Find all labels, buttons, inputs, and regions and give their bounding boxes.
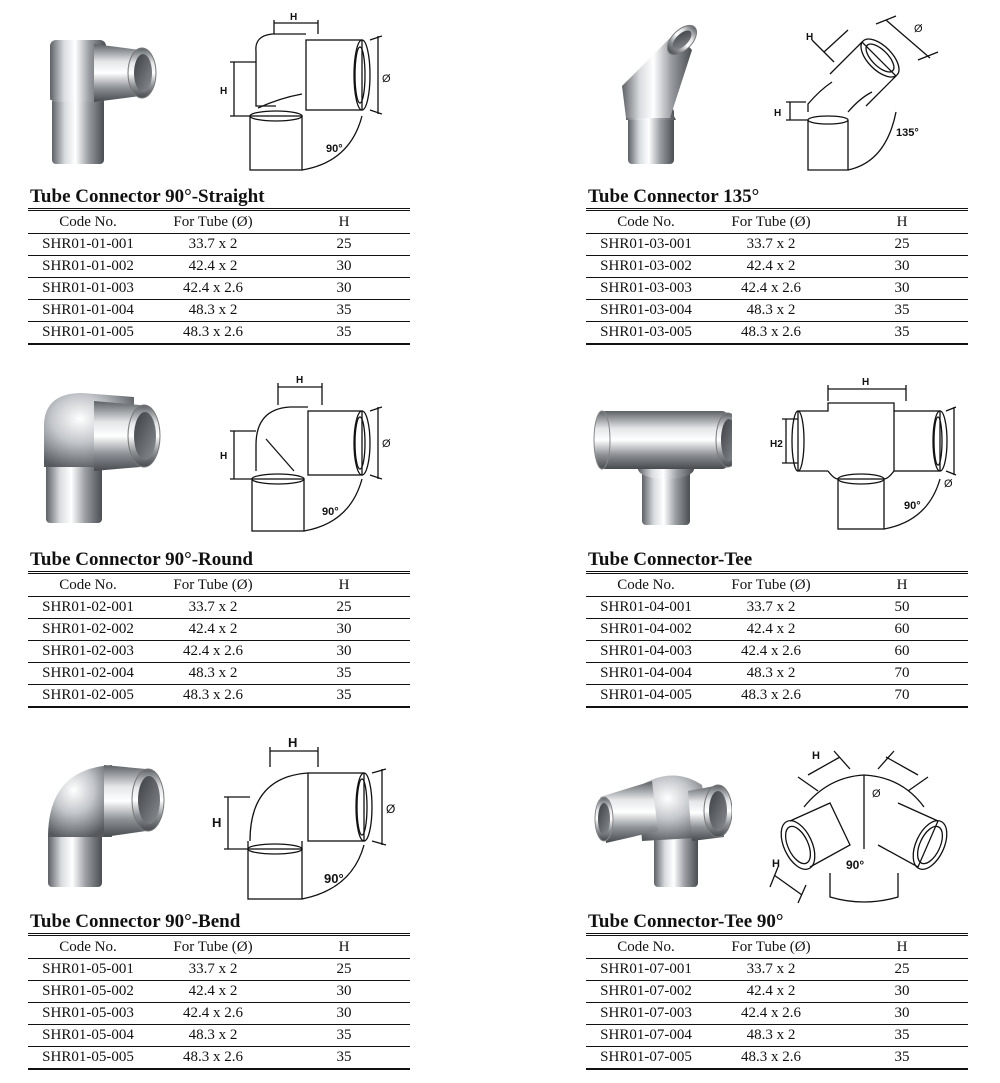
cell-tube: 42.4 x 2 xyxy=(706,981,836,1003)
product-panel-tee xyxy=(586,371,968,708)
column-header-h: H xyxy=(278,573,410,597)
spec-table xyxy=(586,571,968,708)
cell-h: 30 xyxy=(836,1003,968,1025)
table-row xyxy=(586,234,968,256)
cell-code: SHR01-03-004 xyxy=(586,300,706,322)
table-row xyxy=(586,256,968,278)
cell-code: SHR01-01-002 xyxy=(28,256,148,278)
cell-h: 35 xyxy=(278,685,410,708)
table-row xyxy=(28,685,410,708)
technical-drawing-tee-90 xyxy=(768,737,958,907)
dimension-label-h-top: H xyxy=(806,32,814,43)
cell-h: 35 xyxy=(836,1025,968,1047)
table-row xyxy=(586,641,968,663)
cell-tube: 42.4 x 2 xyxy=(148,981,278,1003)
product-panel-135 xyxy=(586,8,968,345)
table-row xyxy=(586,959,968,981)
cell-tube: 42.4 x 2 xyxy=(148,256,278,278)
cell-code: SHR01-02-003 xyxy=(28,641,148,663)
cell-code: SHR01-03-001 xyxy=(586,234,706,256)
table-row xyxy=(586,300,968,322)
cell-tube: 33.7 x 2 xyxy=(706,597,836,619)
cell-h: 30 xyxy=(836,981,968,1003)
cell-code: SHR01-03-005 xyxy=(586,322,706,345)
product-photo-tee xyxy=(592,383,732,533)
cell-code: SHR01-03-003 xyxy=(586,278,706,300)
dimension-label-angle: 90° xyxy=(322,506,339,518)
dimension-label-diameter: Ø xyxy=(872,788,881,800)
table-row xyxy=(586,322,968,345)
spec-table xyxy=(28,571,410,708)
product-panel-90-bend xyxy=(28,733,410,1070)
cell-tube: 42.4 x 2 xyxy=(706,256,836,278)
cell-h: 60 xyxy=(836,641,968,663)
table-row xyxy=(28,278,410,300)
table-row xyxy=(28,234,410,256)
column-header-h: H xyxy=(836,210,968,234)
cell-h: 35 xyxy=(278,300,410,322)
cell-tube: 42.4 x 2.6 xyxy=(706,278,836,300)
column-header-tube: For Tube (Ø) xyxy=(706,935,836,959)
cell-code: SHR01-07-002 xyxy=(586,981,706,1003)
cell-tube: 33.7 x 2 xyxy=(148,959,278,981)
cell-tube: 48.3 x 2.6 xyxy=(148,1047,278,1070)
cell-h: 30 xyxy=(836,256,968,278)
cell-h: 25 xyxy=(278,597,410,619)
cell-code: SHR01-04-005 xyxy=(586,685,706,708)
table-row xyxy=(586,981,968,1003)
product-title: Tube Connector 135° xyxy=(588,186,760,207)
column-header-tube: For Tube (Ø) xyxy=(148,935,278,959)
cell-code: SHR01-05-003 xyxy=(28,1003,148,1025)
technical-drawing-90-bend xyxy=(210,737,400,907)
table-row xyxy=(28,1047,410,1070)
spec-table xyxy=(586,933,968,1070)
column-header-tube: For Tube (Ø) xyxy=(148,573,278,597)
cell-code: SHR01-04-001 xyxy=(586,597,706,619)
column-header-code: Code No. xyxy=(586,935,706,959)
cell-tube: 33.7 x 2 xyxy=(706,234,836,256)
dimension-label-h-side: H xyxy=(772,858,780,870)
cell-h: 50 xyxy=(836,597,968,619)
product-panel-90-round xyxy=(28,371,410,708)
cell-tube: 42.4 x 2.6 xyxy=(706,641,836,663)
table-row xyxy=(586,597,968,619)
column-header-h: H xyxy=(278,935,410,959)
table-row xyxy=(586,1003,968,1025)
cell-code: SHR01-05-004 xyxy=(28,1025,148,1047)
cell-code: SHR01-05-005 xyxy=(28,1047,148,1070)
cell-h: 35 xyxy=(278,322,410,345)
cell-code: SHR01-02-005 xyxy=(28,685,148,708)
product-photo-tee-90 xyxy=(592,745,732,895)
technical-drawing-90-round xyxy=(210,375,400,545)
cell-tube: 48.3 x 2 xyxy=(706,1025,836,1047)
cell-tube: 33.7 x 2 xyxy=(148,234,278,256)
table-row xyxy=(586,1047,968,1070)
product-photo-90-round xyxy=(34,383,174,533)
dimension-label-angle: 90° xyxy=(324,871,344,886)
cell-code: SHR01-05-002 xyxy=(28,981,148,1003)
table-row xyxy=(28,619,410,641)
cell-tube: 48.3 x 2.6 xyxy=(706,1047,836,1070)
cell-tube: 48.3 x 2 xyxy=(148,300,278,322)
cell-code: SHR01-05-001 xyxy=(28,959,148,981)
cell-tube: 42.4 x 2 xyxy=(706,619,836,641)
product-photo-135 xyxy=(592,20,732,170)
cell-h: 60 xyxy=(836,619,968,641)
cell-h: 30 xyxy=(836,278,968,300)
dimension-label-h-side: H xyxy=(220,451,228,462)
column-header-code: Code No. xyxy=(586,573,706,597)
cell-code: SHR01-07-005 xyxy=(586,1047,706,1070)
dimension-label-diameter: Ø xyxy=(386,802,396,816)
cell-code: SHR01-01-005 xyxy=(28,322,148,345)
product-title: Tube Connector-Tee 90° xyxy=(588,911,784,932)
dimension-label-h-side: H xyxy=(220,86,228,97)
column-header-code: Code No. xyxy=(28,210,148,234)
cell-h: 30 xyxy=(278,278,410,300)
table-row xyxy=(586,619,968,641)
cell-h: 35 xyxy=(278,1047,410,1070)
cell-h: 35 xyxy=(836,300,968,322)
column-header-h: H xyxy=(836,573,968,597)
dimension-label-h-top: H xyxy=(812,750,820,762)
dimension-label-h-side: H2 xyxy=(770,439,783,450)
cell-tube: 42.4 x 2 xyxy=(148,619,278,641)
cell-tube: 48.3 x 2 xyxy=(706,300,836,322)
table-row xyxy=(28,959,410,981)
dimension-label-h-top: H xyxy=(862,377,870,388)
product-title: Tube Connector 90°-Bend xyxy=(30,911,241,932)
cell-code: SHR01-02-004 xyxy=(28,663,148,685)
dimension-label-h-side: H xyxy=(212,815,222,830)
table-row xyxy=(28,641,410,663)
technical-drawing-135 xyxy=(768,12,958,182)
column-header-tube: For Tube (Ø) xyxy=(706,573,836,597)
table-row xyxy=(586,1025,968,1047)
cell-h: 35 xyxy=(278,1025,410,1047)
cell-code: SHR01-01-004 xyxy=(28,300,148,322)
column-header-code: Code No. xyxy=(28,935,148,959)
cell-code: SHR01-01-001 xyxy=(28,234,148,256)
cell-h: 25 xyxy=(836,959,968,981)
cell-h: 35 xyxy=(278,663,410,685)
technical-drawing-tee xyxy=(768,375,958,545)
cell-tube: 48.3 x 2.6 xyxy=(706,322,836,345)
column-header-h: H xyxy=(836,935,968,959)
cell-h: 70 xyxy=(836,685,968,708)
dimension-label-diameter: Ø xyxy=(382,438,391,450)
cell-h: 35 xyxy=(836,322,968,345)
cell-h: 30 xyxy=(278,641,410,663)
column-header-code: Code No. xyxy=(586,210,706,234)
dimension-label-angle: 135° xyxy=(896,127,919,139)
cell-code: SHR01-07-003 xyxy=(586,1003,706,1025)
cell-code: SHR01-04-004 xyxy=(586,663,706,685)
cell-tube: 48.3 x 2.6 xyxy=(148,685,278,708)
cell-tube: 48.3 x 2 xyxy=(706,663,836,685)
cell-tube: 42.4 x 2.6 xyxy=(706,1003,836,1025)
cell-tube: 48.3 x 2.6 xyxy=(706,685,836,708)
cell-tube: 33.7 x 2 xyxy=(706,959,836,981)
cell-code: SHR01-07-001 xyxy=(586,959,706,981)
cell-code: SHR01-02-002 xyxy=(28,619,148,641)
product-title: Tube Connector 90°-Straight xyxy=(30,186,265,207)
table-row xyxy=(28,663,410,685)
dimension-label-diameter: Ø xyxy=(382,73,391,85)
table-row xyxy=(28,1003,410,1025)
cell-h: 30 xyxy=(278,256,410,278)
column-header-tube: For Tube (Ø) xyxy=(148,210,278,234)
cell-tube: 48.3 x 2.6 xyxy=(148,322,278,345)
cell-tube: 42.4 x 2.6 xyxy=(148,1003,278,1025)
cell-h: 35 xyxy=(836,1047,968,1070)
dimension-label-diameter: Ø xyxy=(914,23,923,35)
table-row xyxy=(28,981,410,1003)
cell-h: 25 xyxy=(836,234,968,256)
table-row xyxy=(28,597,410,619)
product-title: Tube Connector 90°-Round xyxy=(30,549,253,570)
cell-h: 30 xyxy=(278,981,410,1003)
spec-table xyxy=(28,933,410,1070)
product-title: Tube Connector-Tee xyxy=(588,549,753,570)
cell-tube: 48.3 x 2 xyxy=(148,1025,278,1047)
cell-tube: 42.4 x 2.6 xyxy=(148,278,278,300)
technical-drawing-90-straight xyxy=(210,12,400,182)
table-row xyxy=(586,685,968,708)
dimension-label-diameter: Ø xyxy=(944,478,953,490)
product-panel-tee-90 xyxy=(586,733,968,1070)
product-photo-90-straight xyxy=(34,20,174,170)
column-header-tube: For Tube (Ø) xyxy=(706,210,836,234)
cell-tube: 33.7 x 2 xyxy=(148,597,278,619)
spec-table xyxy=(586,208,968,345)
cell-tube: 42.4 x 2.6 xyxy=(148,641,278,663)
cell-h: 30 xyxy=(278,1003,410,1025)
table-row xyxy=(28,300,410,322)
cell-code: SHR01-04-002 xyxy=(586,619,706,641)
dimension-label-h-top: H xyxy=(296,375,304,386)
dimension-label-angle: 90° xyxy=(904,500,921,512)
spec-table xyxy=(28,208,410,345)
table-row xyxy=(586,663,968,685)
cell-code: SHR01-03-002 xyxy=(586,256,706,278)
product-photo-90-bend xyxy=(34,745,174,895)
cell-code: SHR01-02-001 xyxy=(28,597,148,619)
cell-h: 70 xyxy=(836,663,968,685)
table-row xyxy=(28,256,410,278)
dimension-label-angle: 90° xyxy=(846,858,865,872)
dimension-label-h-top: H xyxy=(290,12,298,23)
cell-code: SHR01-07-004 xyxy=(586,1025,706,1047)
cell-code: SHR01-04-003 xyxy=(586,641,706,663)
table-row xyxy=(586,278,968,300)
column-header-h: H xyxy=(278,210,410,234)
dimension-label-h-side: H xyxy=(774,108,782,119)
cell-h: 25 xyxy=(278,959,410,981)
product-panel-90-straight xyxy=(28,8,410,345)
table-row xyxy=(28,322,410,345)
cell-h: 25 xyxy=(278,234,410,256)
column-header-code: Code No. xyxy=(28,573,148,597)
cell-tube: 48.3 x 2 xyxy=(148,663,278,685)
table-row xyxy=(28,1025,410,1047)
dimension-label-angle: 90° xyxy=(326,143,343,155)
cell-code: SHR01-01-003 xyxy=(28,278,148,300)
dimension-label-h-top: H xyxy=(288,737,298,750)
cell-h: 30 xyxy=(278,619,410,641)
